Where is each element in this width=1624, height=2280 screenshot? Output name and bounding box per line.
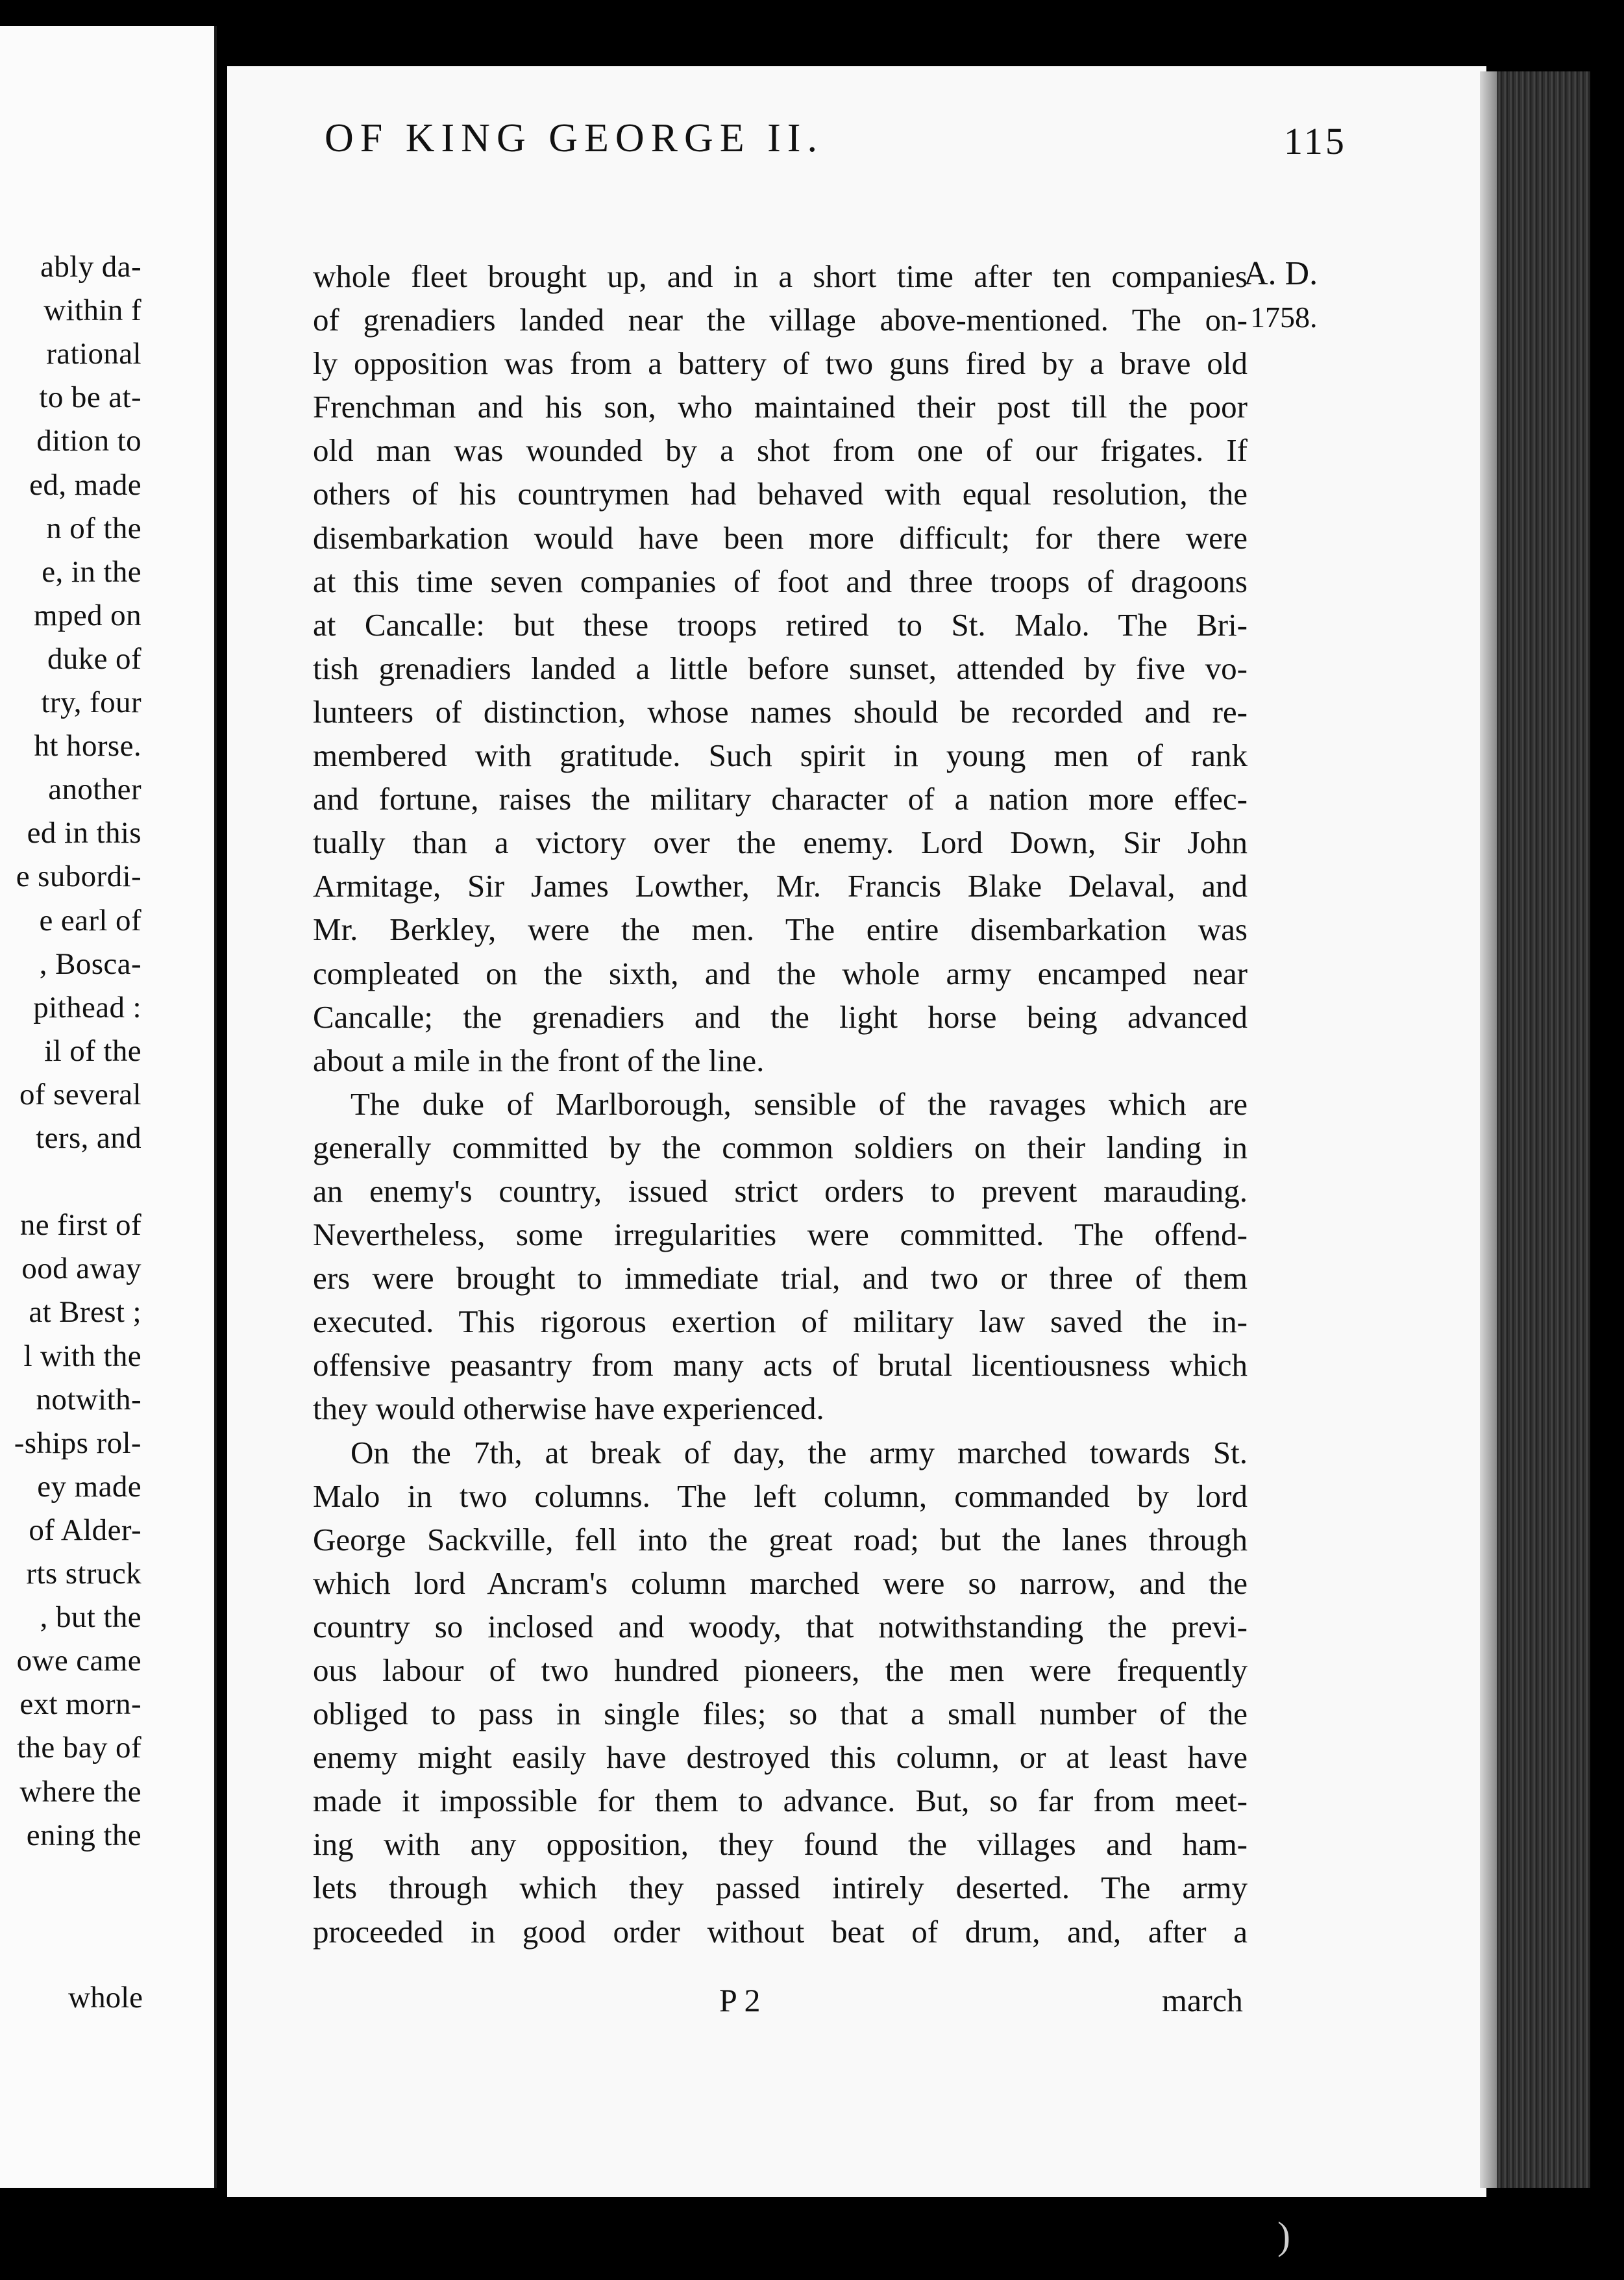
left-page-line: mped on xyxy=(34,598,141,632)
body-line: Nevertheless, some irregularities were committed. The offend- xyxy=(313,1217,1248,1253)
body-line: Mr. Berkley, were the men. The entire disembarkation was xyxy=(313,911,1248,948)
body-line: executed. This rigorous exertion of military law saved the in- xyxy=(313,1304,1248,1340)
left-page-line: ood away xyxy=(21,1252,141,1286)
left-page-line: -ships rol- xyxy=(14,1426,141,1460)
body-line: at this time seven companies of foot and three troops of dragoons xyxy=(313,563,1248,599)
left-page-line: ht horse. xyxy=(34,729,141,763)
left-page-line: duke of xyxy=(47,641,141,676)
body-line: made it impossible for them to advance. But, so far from meet- xyxy=(313,1783,1248,1819)
left-page-line: where the xyxy=(19,1774,141,1809)
body-line: and fortune, raises the military character of a nation more effec- xyxy=(313,781,1248,817)
body-line: whole fleet brought up, and in a short time after ten companies xyxy=(313,258,1248,294)
body-line: disembarkation would have been more difficult; for there were xyxy=(313,519,1248,556)
body-line: tish grenadiers landed a little before sunset, attended by five vo- xyxy=(313,650,1248,686)
body-line: Armitage, Sir James Lowther, Mr. Francis Blake Delaval, and xyxy=(313,868,1248,904)
body-line: offensive peasantry from many acts of brutal licentiousness which xyxy=(313,1347,1248,1383)
left-page-line: pithead : xyxy=(33,990,141,1024)
body-line: of grenadiers landed near the village above-mentioned. The on- xyxy=(313,302,1248,338)
body-line: compleated on the sixth, and the whole army encamped near xyxy=(313,955,1248,991)
left-page-line: ey made xyxy=(37,1469,141,1504)
margin-date-ad: A. D. xyxy=(1244,255,1318,292)
body-line: Frenchman and his son, who maintained their post till the poor xyxy=(313,389,1248,425)
body-line: proceeded in good order without beat of drum, and, after a xyxy=(313,1913,1248,1950)
body-line: obliged to pass in single files; so that a small number of the xyxy=(313,1696,1248,1732)
body-line: ing with any opposition, they found the villages and ham- xyxy=(313,1826,1248,1863)
page-number: 115 xyxy=(1284,120,1347,162)
left-page-line: n of the xyxy=(46,511,141,545)
left-page-line: ext morn- xyxy=(19,1687,141,1722)
body-line: at Cancalle: but these troops retired to St. Malo. The Bri- xyxy=(313,606,1248,643)
body-line: membered with gratitude. Such spirit in young men of rank xyxy=(313,737,1248,774)
left-page-line: dition to xyxy=(36,424,141,458)
body-line: an enemy's country, issued strict orders to prevent marauding. xyxy=(313,1172,1248,1209)
left-page-catchword: whole xyxy=(68,1981,143,2014)
body-line: lunteers of distinction, whose names should be recorded and re- xyxy=(313,693,1248,730)
body-line: generally committed by the common soldiers on their landing in xyxy=(313,1129,1248,1165)
left-page-line: the bay of xyxy=(17,1731,141,1765)
left-page-line: ne first of xyxy=(19,1208,141,1243)
body-line: tually than a victory over the enemy. Lord Down, Sir John xyxy=(313,824,1248,861)
page-edge-highlight xyxy=(1480,71,1497,2188)
body-line: ers were brought to immediate trial, and two or three of them xyxy=(313,1260,1248,1296)
left-page-line: owe came xyxy=(16,1644,141,1678)
body-line: which lord Ancram's column marched were so narrow, and the xyxy=(313,1565,1248,1601)
body-line: enemy might easily have destroyed this column, or at least have xyxy=(313,1739,1248,1776)
left-page-line: ters, and xyxy=(36,1121,141,1155)
left-page-line: of several xyxy=(19,1077,141,1111)
left-page-line: , Bosca- xyxy=(39,947,141,981)
catchword: march xyxy=(1162,1982,1243,2018)
left-page-line: ably da- xyxy=(40,250,141,284)
signature-mark: P 2 xyxy=(719,1982,761,2018)
body-line: about a mile in the front of the line. xyxy=(313,1042,765,1078)
body-line: old man was wounded by a shot from one of our frigates. If xyxy=(313,432,1248,469)
left-page-line: to be at- xyxy=(39,380,141,415)
left-page-line: another xyxy=(48,773,141,807)
left-page-line: , but the xyxy=(40,1600,141,1635)
margin-date-year: 1758. xyxy=(1250,301,1318,334)
left-page-line: ening the xyxy=(26,1818,141,1852)
body-text xyxy=(313,254,1248,1953)
body-line: Malo in two columns. The left column, commanded by lord xyxy=(313,1478,1248,1514)
running-head: OF KING GEORGE II. xyxy=(325,116,824,160)
left-page-line: rts struck xyxy=(26,1557,141,1591)
corner-mark: ) xyxy=(1277,2214,1290,2257)
left-page-fragment xyxy=(0,26,217,2188)
left-page-line: at Brest ; xyxy=(29,1295,141,1330)
left-page-line: of Alder- xyxy=(29,1513,141,1547)
body-line: lets through which they passed intirely deserted. The army xyxy=(313,1870,1248,1906)
left-page-line: e, in the xyxy=(42,554,141,589)
left-page-line: notwith- xyxy=(36,1382,141,1417)
left-page-line: rational xyxy=(46,337,141,371)
left-page-line: l with the xyxy=(23,1339,141,1373)
body-line: ly opposition was from a battery of two guns fired by a brave old xyxy=(313,345,1248,382)
left-page-line: il of the xyxy=(44,1034,141,1068)
left-page-line: e subordi- xyxy=(16,860,141,894)
body-line: they would otherwise have experienced. xyxy=(313,1391,824,1427)
left-page-line: within f xyxy=(43,293,141,328)
body-line: George Sackville, fell into the great road; but the lanes through xyxy=(313,1521,1248,1557)
body-line: On the 7th, at break of day, the army marched towards St. xyxy=(351,1434,1248,1470)
left-page-line: try, four xyxy=(41,686,141,719)
body-line: The duke of Marlborough, sensible of the ravages which are xyxy=(351,1085,1248,1122)
left-page-line: ed, made xyxy=(29,467,141,502)
left-page-line: e earl of xyxy=(39,903,141,937)
body-line: Cancalle; the grenadiers and the light horse being advanced xyxy=(313,998,1248,1035)
body-line: ous labour of two hundred pioneers, the men were frequently xyxy=(313,1652,1248,1688)
body-line: country so inclosed and woody, that notwithstanding the previ- xyxy=(313,1608,1248,1644)
left-page-line: ed in this xyxy=(27,816,141,850)
body-line: others of his countrymen had behaved with equal resolution, the xyxy=(313,476,1248,512)
